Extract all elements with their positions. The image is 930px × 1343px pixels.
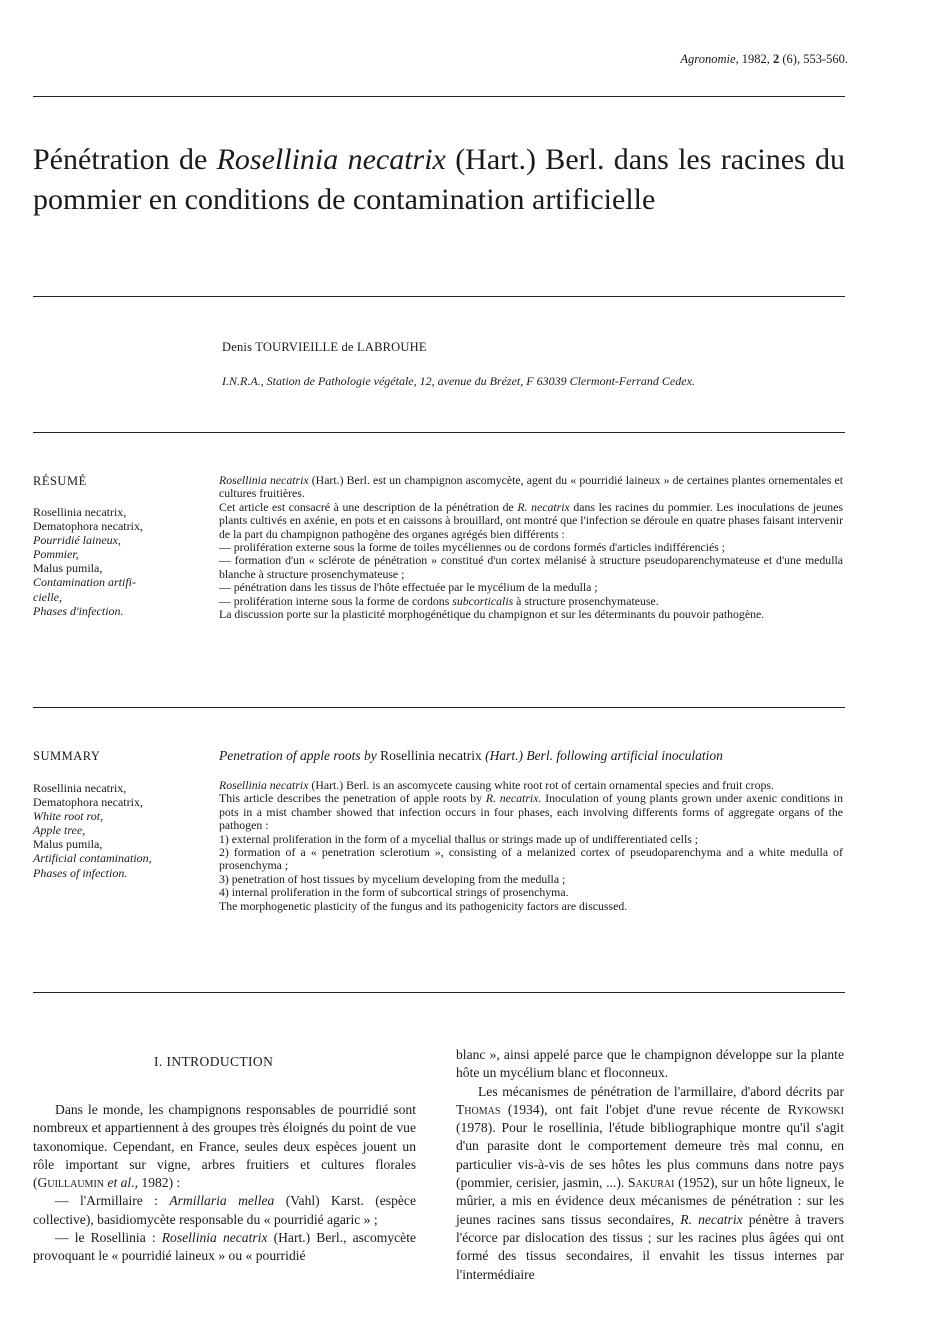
species-name: Rosellinia necatrix [161, 1230, 268, 1246]
title-part-1: Pénétration de [33, 143, 217, 176]
species-name: Armillaria mellea [169, 1193, 275, 1209]
cited-author: Sakurai [627, 1175, 675, 1191]
body-text: — le Rosellinia : [55, 1230, 162, 1246]
summary-heading: SUMMARY [33, 749, 101, 763]
abstract-list-item: — formation d'un « sclérote de pénétration » constitué d'un cortex mélanisé à structure pseudoparenchymateuse et d'une medulla blanche à structure prosenchymateuse ; [219, 553, 843, 581]
title-part-2: (Hart.) Berl. dans les racines du pommier en conditions de contamination artificielle [33, 143, 846, 216]
keyword: Phases d'infection. [33, 603, 124, 618]
abstract-list-item [219, 595, 843, 608]
section-heading-introduction: I. INTRODUCTION [154, 1054, 274, 1069]
resume-abstract [219, 474, 843, 621]
abstract-list-item: — prolifération externe sous la forme de toiles mycéliennes ou de cordons formés d'articles indifférenciés ; [219, 540, 726, 555]
abstract-paragraph [219, 779, 843, 792]
body-paragraph [33, 1192, 416, 1229]
abstract-paragraph [219, 792, 843, 832]
abstract-list-item: 4) internal proliferation in the form of subcortical strings of prosenchyma. [219, 885, 569, 900]
keyword: Rosellinia necatrix, [33, 781, 127, 795]
summary-abstract [219, 779, 843, 913]
abstract-text: à structure prosenchymateuse. [513, 593, 659, 608]
abstract-italic: subcorticalis [452, 593, 514, 608]
summary-keywords [33, 781, 152, 880]
keyword: cielle, [33, 589, 62, 604]
abstract-text: This article describes the penetration of apple roots by [219, 791, 486, 806]
keyword: Phases of infection. [33, 865, 128, 880]
species-name: R. necatrix [680, 1211, 743, 1227]
keyword: Contamination artifi- [33, 575, 137, 590]
journal-volume: 2 [773, 52, 780, 66]
keyword: White root rot, [33, 809, 104, 824]
journal-year: 1982, [741, 52, 770, 66]
body-text: Les mécanismes de pénétration de l'armillaire, d'abord décrits par [478, 1083, 844, 1099]
keyword: Rosellinia necatrix, [33, 505, 127, 519]
body-text: (Hart.) Berl., ascomycète provoquant le « pourridié laineux » ou « pourridié [33, 1230, 416, 1264]
body-text: — l'Armillaire : [55, 1193, 170, 1209]
keyword: Artificial contamination, [33, 851, 152, 866]
summary-title [219, 748, 723, 764]
abstract-paragraph: La discussion porte sur la plasticité morphogénétique du champignon et sur les déterminants du pouvoir pathogène. [219, 607, 765, 622]
summary-title-species: Rosellinia necatrix [380, 748, 482, 763]
abstract-text: Inoculation of young plants grown under axenic conditions in pots in a mist chamber showed that infection occurs in four phases, each involving differents forms of aggregate organs of the pathogen : [219, 791, 843, 833]
keyword: Pommier, [33, 547, 79, 562]
affiliation-rule [33, 432, 845, 433]
body-text: pénètre à travers l'écorce par dislocation des tissus ; sur les racines plus âgées qui ont formé des tissus secondaires, il envahit les tissus internes par l'intermédiaire [456, 1211, 844, 1282]
author-affiliation: I.N.R.A., Station de Pathologie végétale, 12, avenue du Brézet, F 63039 Clermont-Ferrand Cedex. [222, 374, 695, 388]
journal-name: Agronomie, [680, 52, 739, 66]
title-species: Rosellinia necatrix [216, 143, 446, 176]
body-paragraph [33, 1229, 416, 1266]
species-name: Rosellinia necatrix [219, 778, 309, 792]
title-rule [33, 296, 845, 297]
abstract-paragraph [219, 501, 843, 541]
body-paragraph [33, 1101, 416, 1192]
journal-issue-pages: (6), 553-560. [782, 52, 848, 66]
author-name: Denis TOURVIEILLE de LABROUHE [222, 340, 427, 354]
keyword: Apple tree, [33, 823, 86, 838]
abstract-list-item: 1) external proliferation in the form of a mycelial thallus or strings made up of undifferentiated cells ; [219, 831, 699, 846]
abstract-paragraph [219, 474, 843, 501]
body-text: 1982) : [138, 1175, 181, 1191]
keyword: Malus pumila, [33, 837, 103, 852]
abstract-text: (Hart.) Berl. is an ascomycete causing white root rot of certain ornamental species and fruit crops. [308, 778, 774, 792]
resume-keywords [33, 505, 143, 618]
keyword: Pourridié laineux, [33, 533, 121, 548]
keyword: Dematophora necatrix, [33, 519, 143, 534]
species-name: R. necatrix [517, 499, 570, 514]
keyword: Dematophora necatrix, [33, 795, 143, 810]
body-italic: et al., [104, 1175, 138, 1191]
abstract-text: — prolifération interne sous la forme de cordons [219, 593, 453, 608]
body-text: (1978). Pour le rosellinia, l'étude bibliographique montre qu'il s'agit d'un parasite dont le comportement demeure très mal connu, en particulier vis-à-vis de ses hôtes les plus communs dans notre pays (pommier, cerisier, jasmin, ...). [456, 1120, 844, 1191]
body-text: (1934), ont fait l'objet d'une revue récente de [500, 1101, 788, 1117]
species-name: Rosellinia necatrix [219, 473, 309, 487]
abstract-list-item: — pénétration dans les tissus de l'hôte effectuée par le mycélium de la medulla ; [219, 580, 598, 595]
body-column-left [33, 1101, 416, 1266]
cited-author: Thomas [456, 1101, 501, 1117]
abstract-list-item: 3) penetration of host tissues by mycelium developing from the medulla ; [219, 871, 566, 886]
abstract-list-item: 2) formation of a « penetration sclerotium », consisting of a melanized cortex of pseudoparenchyma and a white medulla of prosenchyma ; [219, 845, 843, 873]
summary-title-text: Penetration of apple roots by [219, 748, 381, 763]
body-text: (Vahl) Karst. (espèce collective), basidiomycète responsable du « pourridié agaric » ; [33, 1193, 416, 1227]
summary-title-text: (Hart.) Berl. following artificial inoculation [481, 748, 723, 763]
resume-heading: RÉSUMÉ [33, 474, 87, 488]
body-text: (1952), sur un hôte ligneux, le mûrier, a mis en évidence deux mécanismes de pénétration : sur les jeunes racines sans tissus secondaires, [456, 1175, 844, 1227]
abstract-text: dans les racines du pommier. Les inoculations de jeunes plants cultivés en axénie, en pots et en caissons à brouillard, ont montré que l'infection se déroule en quatre phases faisant intervenir de la part du champignon pathogène des organes agrégés bien différents : [219, 499, 843, 541]
resume-rule [33, 707, 845, 708]
species-name: R. necatrix. [485, 791, 542, 806]
abstract-text: Cet article est consacré à une description de la pénétration de [219, 499, 518, 514]
summary-rule [33, 992, 845, 993]
body-text: Dans le monde, les champignons responsables de pourridié sont nombreux et appartiennent à des groupes très éloignés du point de vue taxonomique. Cependant, en France, seules deux espèces jouent un rôle important sur vigne, arbres fruitiers et cultures florales ( [33, 1102, 416, 1191]
body-paragraph [456, 1083, 844, 1284]
header-rule [33, 96, 845, 97]
keyword: Malus pumila, [33, 561, 103, 576]
body-paragraph: blanc », ainsi appelé parce que le champignon développe sur la plante hôte un mycélium blanc et floconneux. [456, 1047, 844, 1081]
article-title [33, 140, 845, 220]
body-column-right [456, 1046, 844, 1284]
abstract-text: (Hart.) Berl. est un champignon ascomycète, agent du « pourridié laineux » de certaines plantes ornementales et cultures fruitières. [219, 473, 843, 501]
abstract-paragraph: The morphogenetic plasticity of the fungus and its pathogenicity factors are discussed. [219, 898, 628, 913]
cited-author: Rykowski [787, 1101, 844, 1117]
cited-author: Guillaumin [37, 1175, 105, 1191]
journal-citation [680, 52, 848, 67]
